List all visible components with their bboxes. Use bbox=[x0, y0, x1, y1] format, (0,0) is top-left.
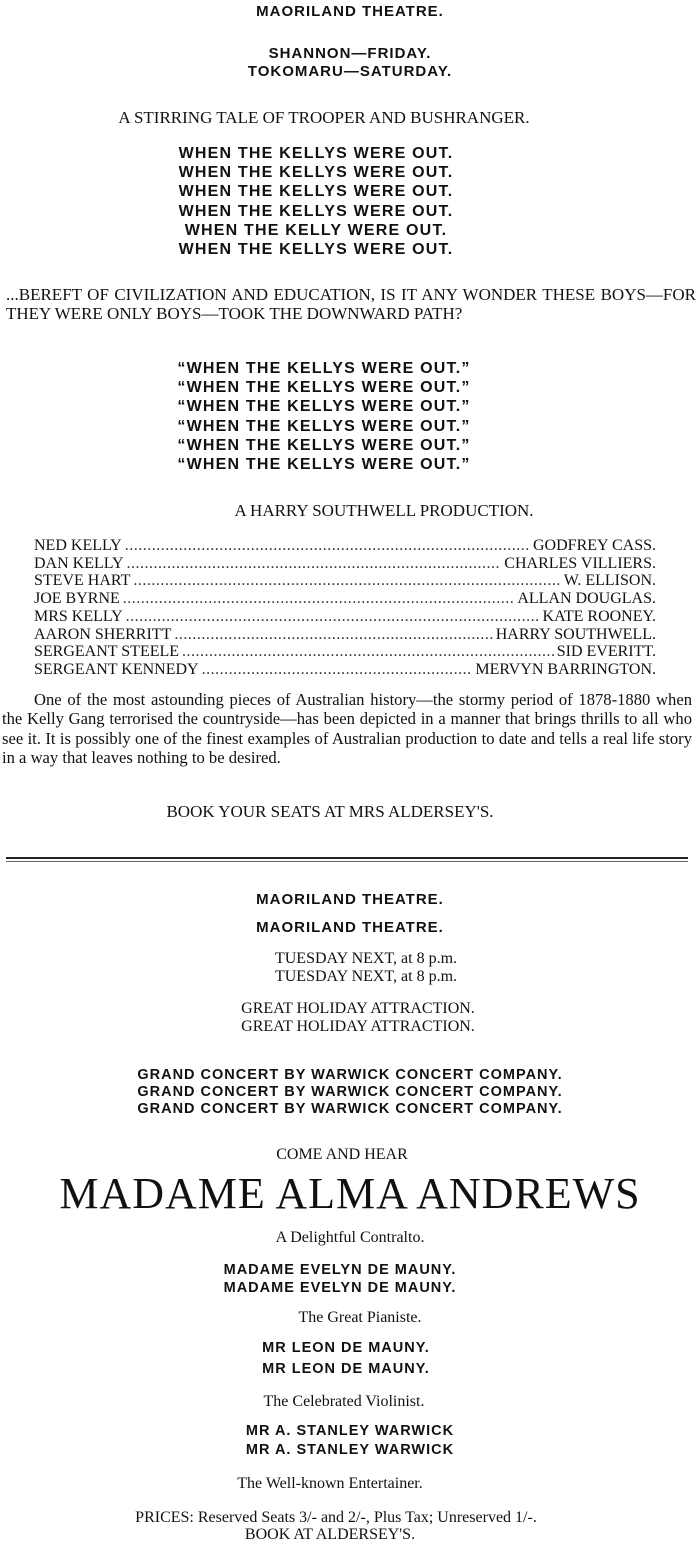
cast-actor: CHARLES VILLIERS. bbox=[504, 554, 656, 572]
cast-row bbox=[34, 537, 656, 555]
kelly-date-shannon: SHANNON—FRIDAY. bbox=[268, 45, 432, 62]
cast-actor: MERVYN BARRINGTON. bbox=[475, 660, 656, 678]
cast-actor: KATE ROONEY. bbox=[542, 607, 656, 625]
kelly-quoted-line: “WHEN THE KELLYS WERE OUT.” bbox=[177, 398, 471, 416]
performer-leon: MR LEON DE MAUNY. bbox=[262, 1340, 430, 1356]
leader-dots bbox=[202, 661, 473, 679]
kelly-theatre-name: MAORILAND THEATRE. bbox=[256, 3, 444, 20]
concert-date: TUESDAY NEXT, at 8 p.m. bbox=[274, 968, 458, 985]
kelly-title-line: WHEN THE KELLYS WERE OUT. bbox=[178, 183, 454, 201]
kelly-cast-list bbox=[34, 537, 656, 679]
cast-role: MRS KELLY bbox=[34, 607, 123, 625]
kelly-title-line: WHEN THE KELLYS WERE OUT. bbox=[178, 164, 454, 182]
kelly-quoted-line: “WHEN THE KELLYS WERE OUT.” bbox=[177, 417, 471, 435]
cast-role: STEVE HART bbox=[34, 572, 131, 590]
concert-prices: PRICES: Reserved Seats 3/- and 2/-, Plus Tax; Unreserved 1/-. bbox=[135, 1509, 537, 1526]
concert-headline: GRAND CONCERT BY WARWICK CONCERT COMPANY. bbox=[137, 1067, 563, 1083]
concert-attraction: GREAT HOLIDAY ATTRACTION. bbox=[241, 1000, 475, 1017]
performer-leon: MR LEON DE MAUNY. bbox=[262, 1361, 430, 1377]
kelly-question-paragraph: ...BEREFT OF CIVILIZATION AND EDUCATION, IS IT ANY WONDER THESE BOYS—FOR THEY WERE ONLY BOYS—TOOK THE DOWNWARD PATH? bbox=[6, 285, 696, 323]
leader-dots bbox=[182, 643, 554, 661]
performer-stanley-desc: The Well-known Entertainer. bbox=[237, 1475, 423, 1492]
leader-dots bbox=[126, 608, 540, 626]
cast-row bbox=[34, 661, 656, 679]
section-divider bbox=[6, 857, 688, 859]
leader-dots bbox=[174, 626, 492, 644]
performer-stanley: MR A. STANLEY WARWICK bbox=[245, 1442, 455, 1458]
concert-date: TUESDAY NEXT, at 8 p.m. bbox=[274, 950, 458, 967]
kelly-title-line: WHEN THE KELLYS WERE OUT. bbox=[178, 241, 454, 259]
cast-actor: HARRY SOUTHWELL. bbox=[495, 625, 656, 643]
section-divider-thin bbox=[6, 861, 688, 862]
kelly-quoted-line: “WHEN THE KELLYS WERE OUT.” bbox=[177, 436, 471, 454]
cast-row bbox=[34, 643, 656, 661]
leader-dots bbox=[125, 537, 530, 555]
cast-role: SERGEANT STEELE bbox=[34, 643, 180, 661]
cast-row bbox=[34, 590, 656, 608]
kelly-tagline: A STIRRING TALE OF TROOPER AND BUSHRANGER. bbox=[118, 108, 530, 127]
concert-theatre-name: MAORILAND THEATRE. bbox=[256, 919, 444, 936]
concert-booking-info: BOOK AT ALDERSEY'S. bbox=[244, 1526, 416, 1543]
cast-role: DAN KELLY bbox=[34, 554, 124, 572]
concert-theatre-name: MAORILAND THEATRE. bbox=[256, 891, 444, 908]
kelly-title-line: WHEN THE KELLYS WERE OUT. bbox=[178, 202, 454, 220]
concert-headliner-name: MADAME ALMA ANDREWS bbox=[59, 1169, 641, 1218]
kelly-description-paragraph: One of the most astounding pieces of Australian history—the stormy period of 1878-1880 when the Kelly Gang terrorised the countryside—has been depicted in a manner that brings thrills to all who see it. It is possibly one of the finest examples of Australian production to date and tells a real life story in a way that leaves nothing to be desired. bbox=[2, 690, 692, 767]
performer-stanley: MR A. STANLEY WARWICK bbox=[245, 1423, 455, 1439]
cast-role: JOE BYRNE bbox=[34, 590, 120, 608]
cast-actor: W. ELLISON. bbox=[563, 572, 656, 590]
kelly-booking-info: BOOK YOUR SEATS AT MRS ALDERSEY'S. bbox=[166, 802, 494, 821]
concert-come-and-hear: COME AND HEAR bbox=[276, 1146, 408, 1163]
performer-evelyn: MADAME EVELYN DE MAUNY. bbox=[223, 1262, 457, 1278]
kelly-title-block bbox=[0, 144, 666, 259]
kelly-title-line: WHEN THE KELLYS WERE OUT. bbox=[178, 145, 454, 162]
kelly-title-line: WHEN THE KELLY WERE OUT. bbox=[184, 221, 448, 239]
cast-role: SERGEANT KENNEDY bbox=[34, 660, 199, 678]
cast-role: AARON SHERRITT bbox=[34, 625, 172, 643]
concert-headline: GRAND CONCERT BY WARWICK CONCERT COMPANY. bbox=[137, 1101, 563, 1117]
kelly-quoted-line: “WHEN THE KELLYS WERE OUT.” bbox=[177, 456, 471, 474]
cast-row bbox=[34, 555, 656, 573]
performer-evelyn: MADAME EVELYN DE MAUNY. bbox=[223, 1280, 457, 1296]
concert-headliner-desc: A Delightful Contralto. bbox=[275, 1229, 425, 1246]
leader-dots bbox=[133, 572, 560, 590]
cast-actor: SID EVERITT. bbox=[556, 643, 656, 661]
concert-headline: GRAND CONCERT BY WARWICK CONCERT COMPANY. bbox=[137, 1084, 563, 1100]
cast-row bbox=[34, 572, 656, 590]
leader-dots bbox=[123, 590, 515, 608]
kelly-quoted-line: “WHEN THE KELLYS WERE OUT.” bbox=[177, 360, 471, 377]
cast-actor: GODFREY CASS. bbox=[533, 537, 656, 554]
kelly-production-credit: A HARRY SOUTHWELL PRODUCTION. bbox=[234, 501, 534, 520]
concert-attraction: GREAT HOLIDAY ATTRACTION. bbox=[241, 1018, 475, 1035]
cast-row bbox=[34, 626, 656, 644]
leader-dots bbox=[127, 555, 502, 573]
cast-row bbox=[34, 608, 656, 626]
kelly-date-tokomaru: TOKOMARU—SATURDAY. bbox=[247, 63, 453, 80]
kelly-quoted-line: “WHEN THE KELLYS WERE OUT.” bbox=[177, 379, 471, 397]
performer-evelyn-desc: The Great Pianiste. bbox=[298, 1309, 422, 1326]
performer-leon-desc: The Celebrated Violinist. bbox=[263, 1393, 425, 1410]
cast-role: NED KELLY bbox=[34, 537, 122, 554]
kelly-quoted-block bbox=[0, 359, 674, 474]
cast-actor: ALLAN DOUGLAS. bbox=[517, 590, 656, 608]
